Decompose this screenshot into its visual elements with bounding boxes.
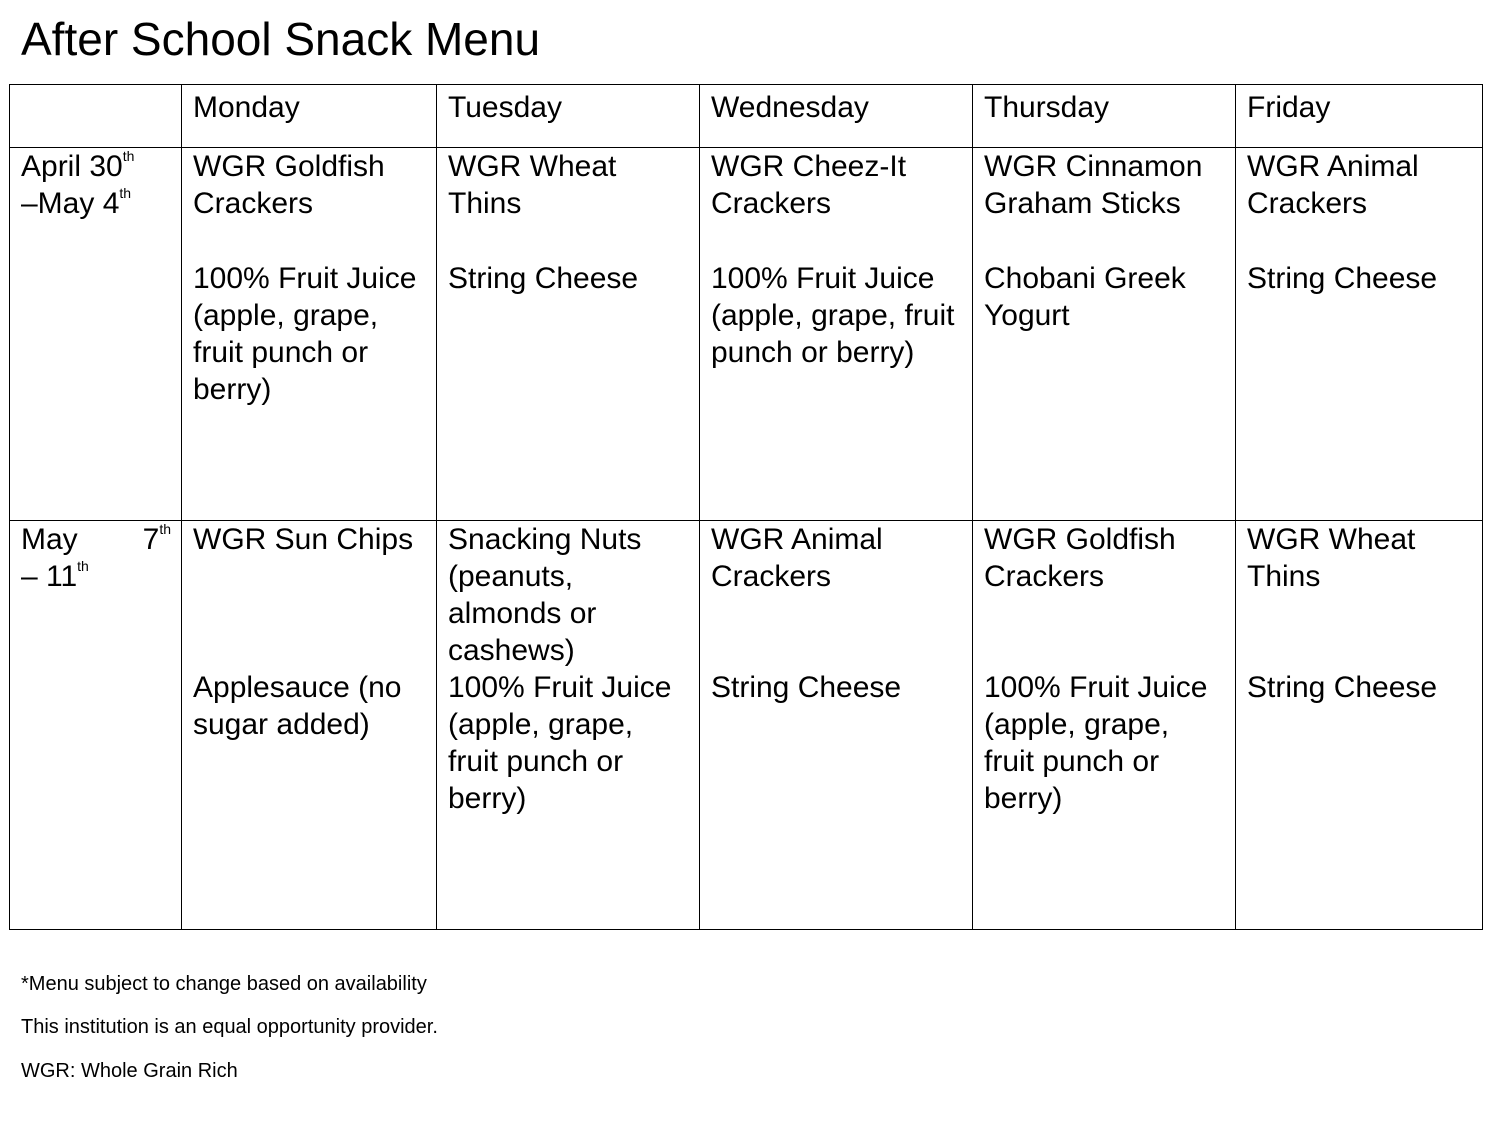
- menu-cell: [973, 148, 1236, 521]
- equal-opportunity-note: This institution is an equal opportunity provider.: [21, 1016, 438, 1038]
- snack-item: WGR Sun Chips: [193, 523, 414, 556]
- week-label-cell: [10, 521, 182, 930]
- menu-cell: [182, 148, 437, 521]
- menu-cell: [182, 521, 437, 930]
- week-label-line1: May 7th: [21, 521, 171, 556]
- header-friday: Friday: [1236, 85, 1483, 148]
- menu-cell: [700, 148, 973, 521]
- menu-cell: [973, 521, 1236, 930]
- header-monday: Monday: [182, 85, 437, 148]
- header-thursday: Thursday: [973, 85, 1236, 148]
- snack-item: String Cheese: [711, 671, 902, 704]
- snack-item: Chobani Greek Yogurt: [984, 262, 1186, 332]
- menu-cell: [1236, 521, 1483, 930]
- snack-item: String Cheese: [448, 262, 639, 295]
- snack-item: WGR Wheat Thins: [1247, 523, 1416, 593]
- menu-cell: [437, 148, 700, 521]
- snack-item: WGR Animal Crackers: [711, 523, 883, 593]
- snack-item: WGR Goldfish Crackers: [193, 150, 385, 220]
- snack-item: Snacking Nuts (peanuts, almonds or cashews): [448, 523, 642, 667]
- page-title: After School Snack Menu: [21, 13, 541, 65]
- menu-cell: [437, 521, 700, 930]
- week-label-line1: April 30th: [21, 148, 135, 183]
- week-label-cell: [10, 148, 182, 521]
- snack-item: String Cheese: [1247, 671, 1438, 704]
- week-label-line2: –May 4th: [21, 185, 132, 220]
- snack-item: 100% Fruit Juice (apple, grape, fruit punch or berry): [984, 671, 1208, 815]
- snack-item: 100% Fruit Juice (apple, grape, fruit punch or berry): [448, 671, 672, 815]
- wgr-definition-note: WGR: Whole Grain Rich: [21, 1060, 238, 1082]
- snack-menu-table: [9, 84, 1483, 930]
- week-row: [10, 148, 1483, 521]
- snack-item: 100% Fruit Juice (apple, grape, fruit punch or berry): [193, 262, 417, 406]
- header-row: [10, 85, 1483, 148]
- snack-item: Applesauce (no sugar added): [193, 671, 402, 741]
- snack-item: WGR Cinnamon Graham Sticks: [984, 150, 1203, 220]
- snack-item: WGR Goldfish Crackers: [984, 523, 1176, 593]
- header-corner-cell: [10, 85, 182, 148]
- snack-item: 100% Fruit Juice (apple, grape, fruit punch or berry): [711, 262, 955, 369]
- header-wednesday: Wednesday: [700, 85, 973, 148]
- snack-item: WGR Wheat Thins: [448, 150, 617, 220]
- menu-cell: [1236, 148, 1483, 521]
- snack-item: WGR Animal Crackers: [1247, 150, 1419, 220]
- availability-note: *Menu subject to change based on availability: [21, 973, 427, 995]
- week-row: [10, 521, 1483, 930]
- header-tuesday: Tuesday: [437, 85, 700, 148]
- week-label-line2: – 11th: [21, 558, 89, 593]
- snack-item: WGR Cheez-It Crackers: [711, 150, 907, 220]
- snack-item: String Cheese: [1247, 262, 1438, 295]
- menu-cell: [700, 521, 973, 930]
